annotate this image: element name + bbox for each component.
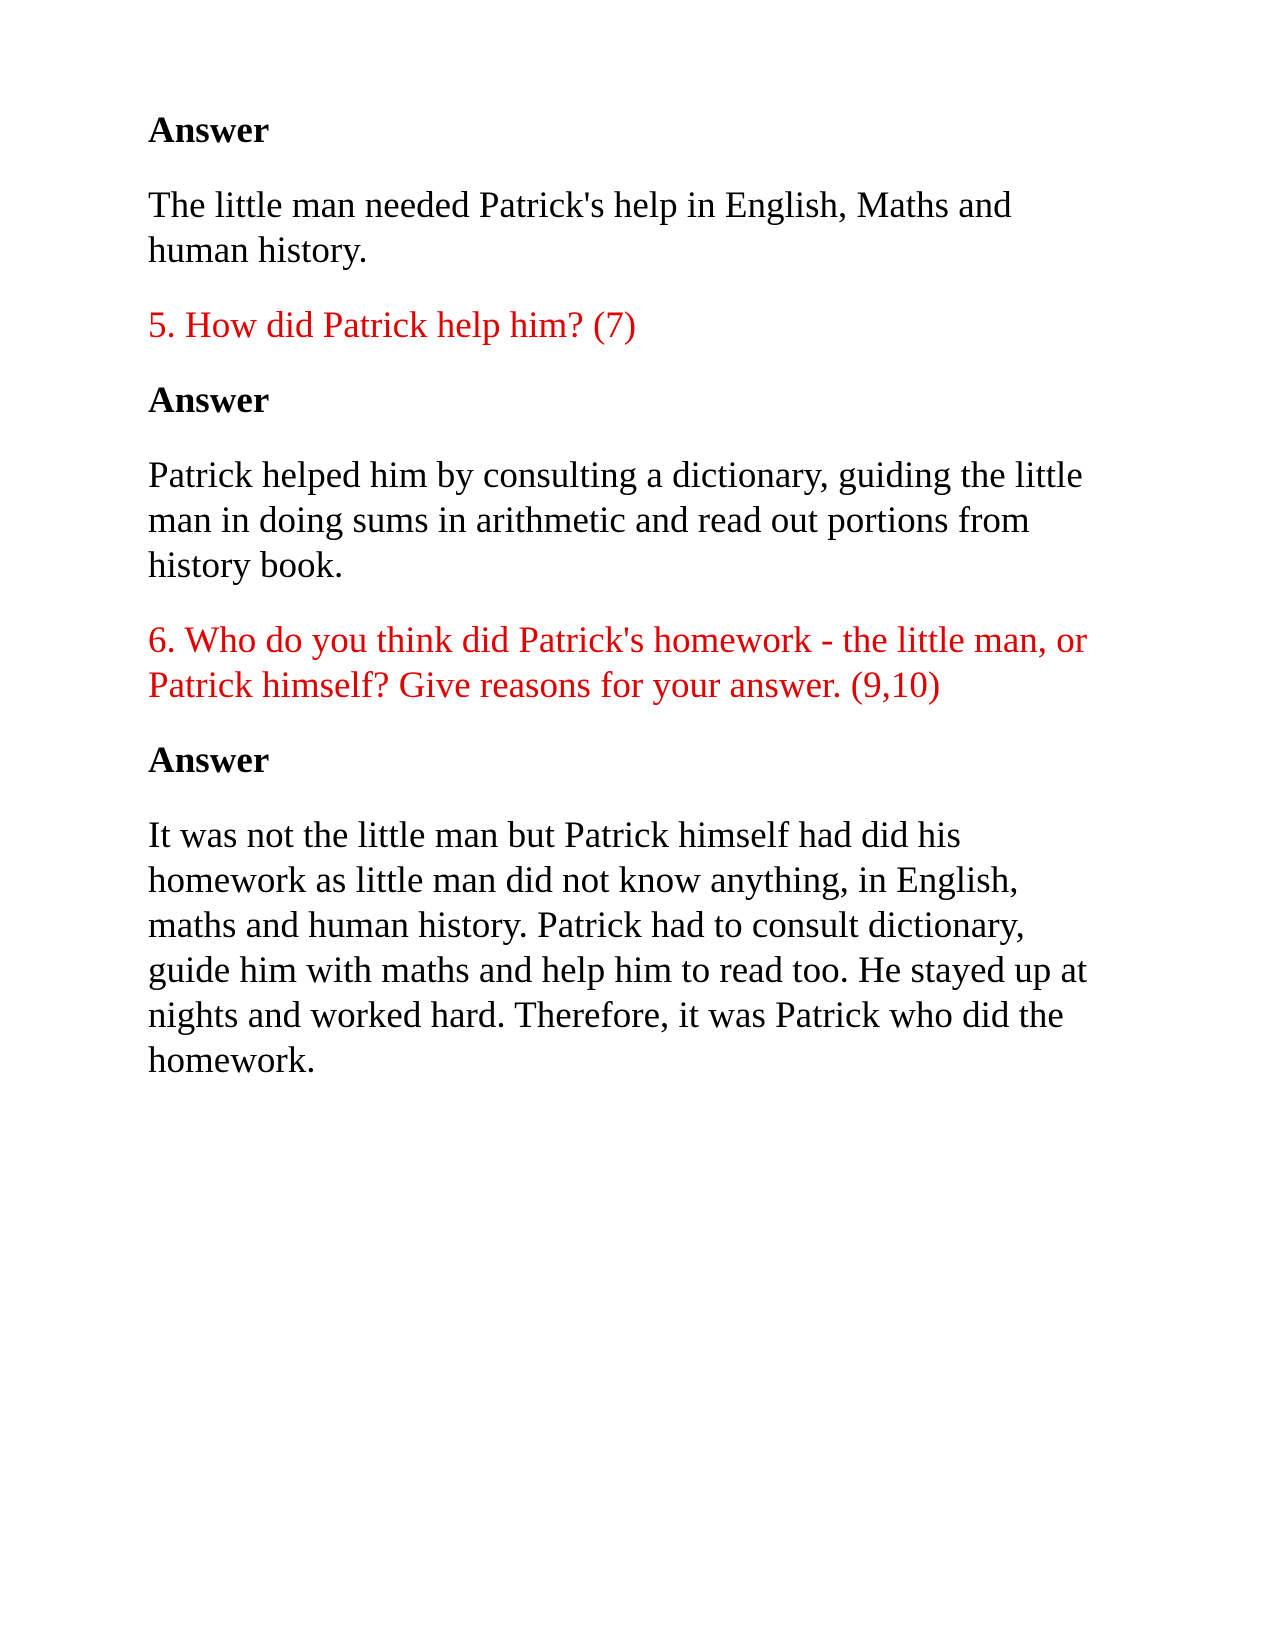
question-5: 5. How did Patrick help him? (7) <box>148 305 637 346</box>
answer-text-3: It was not the little man but Patrick himself had did his homework as little man did not know anything, in English, maths and human history. Patrick had to consult dictionary, guide him with maths and help him to read too. He stayed up at nights and worked hard. Therefore, it was Patrick who did the homework. <box>148 815 1088 1081</box>
document-page <box>148 108 1108 1083</box>
answer-text-2: Patrick helped him by consulting a dictionary, guiding the little man in doing sums in arithmetic and read out portions from history book. <box>148 455 1083 586</box>
answer-heading-3: Answer <box>148 740 270 781</box>
answer-text-1: The little man needed Patrick's help in English, Maths and human history. <box>148 185 1012 271</box>
answer-heading-2: Answer <box>148 380 270 421</box>
question-6: 6. Who do you think did Patrick's homework - the little man, or Patrick himself? Give reasons for your answer. (9,10) <box>148 620 1088 706</box>
answer-heading-1: Answer <box>148 110 270 151</box>
